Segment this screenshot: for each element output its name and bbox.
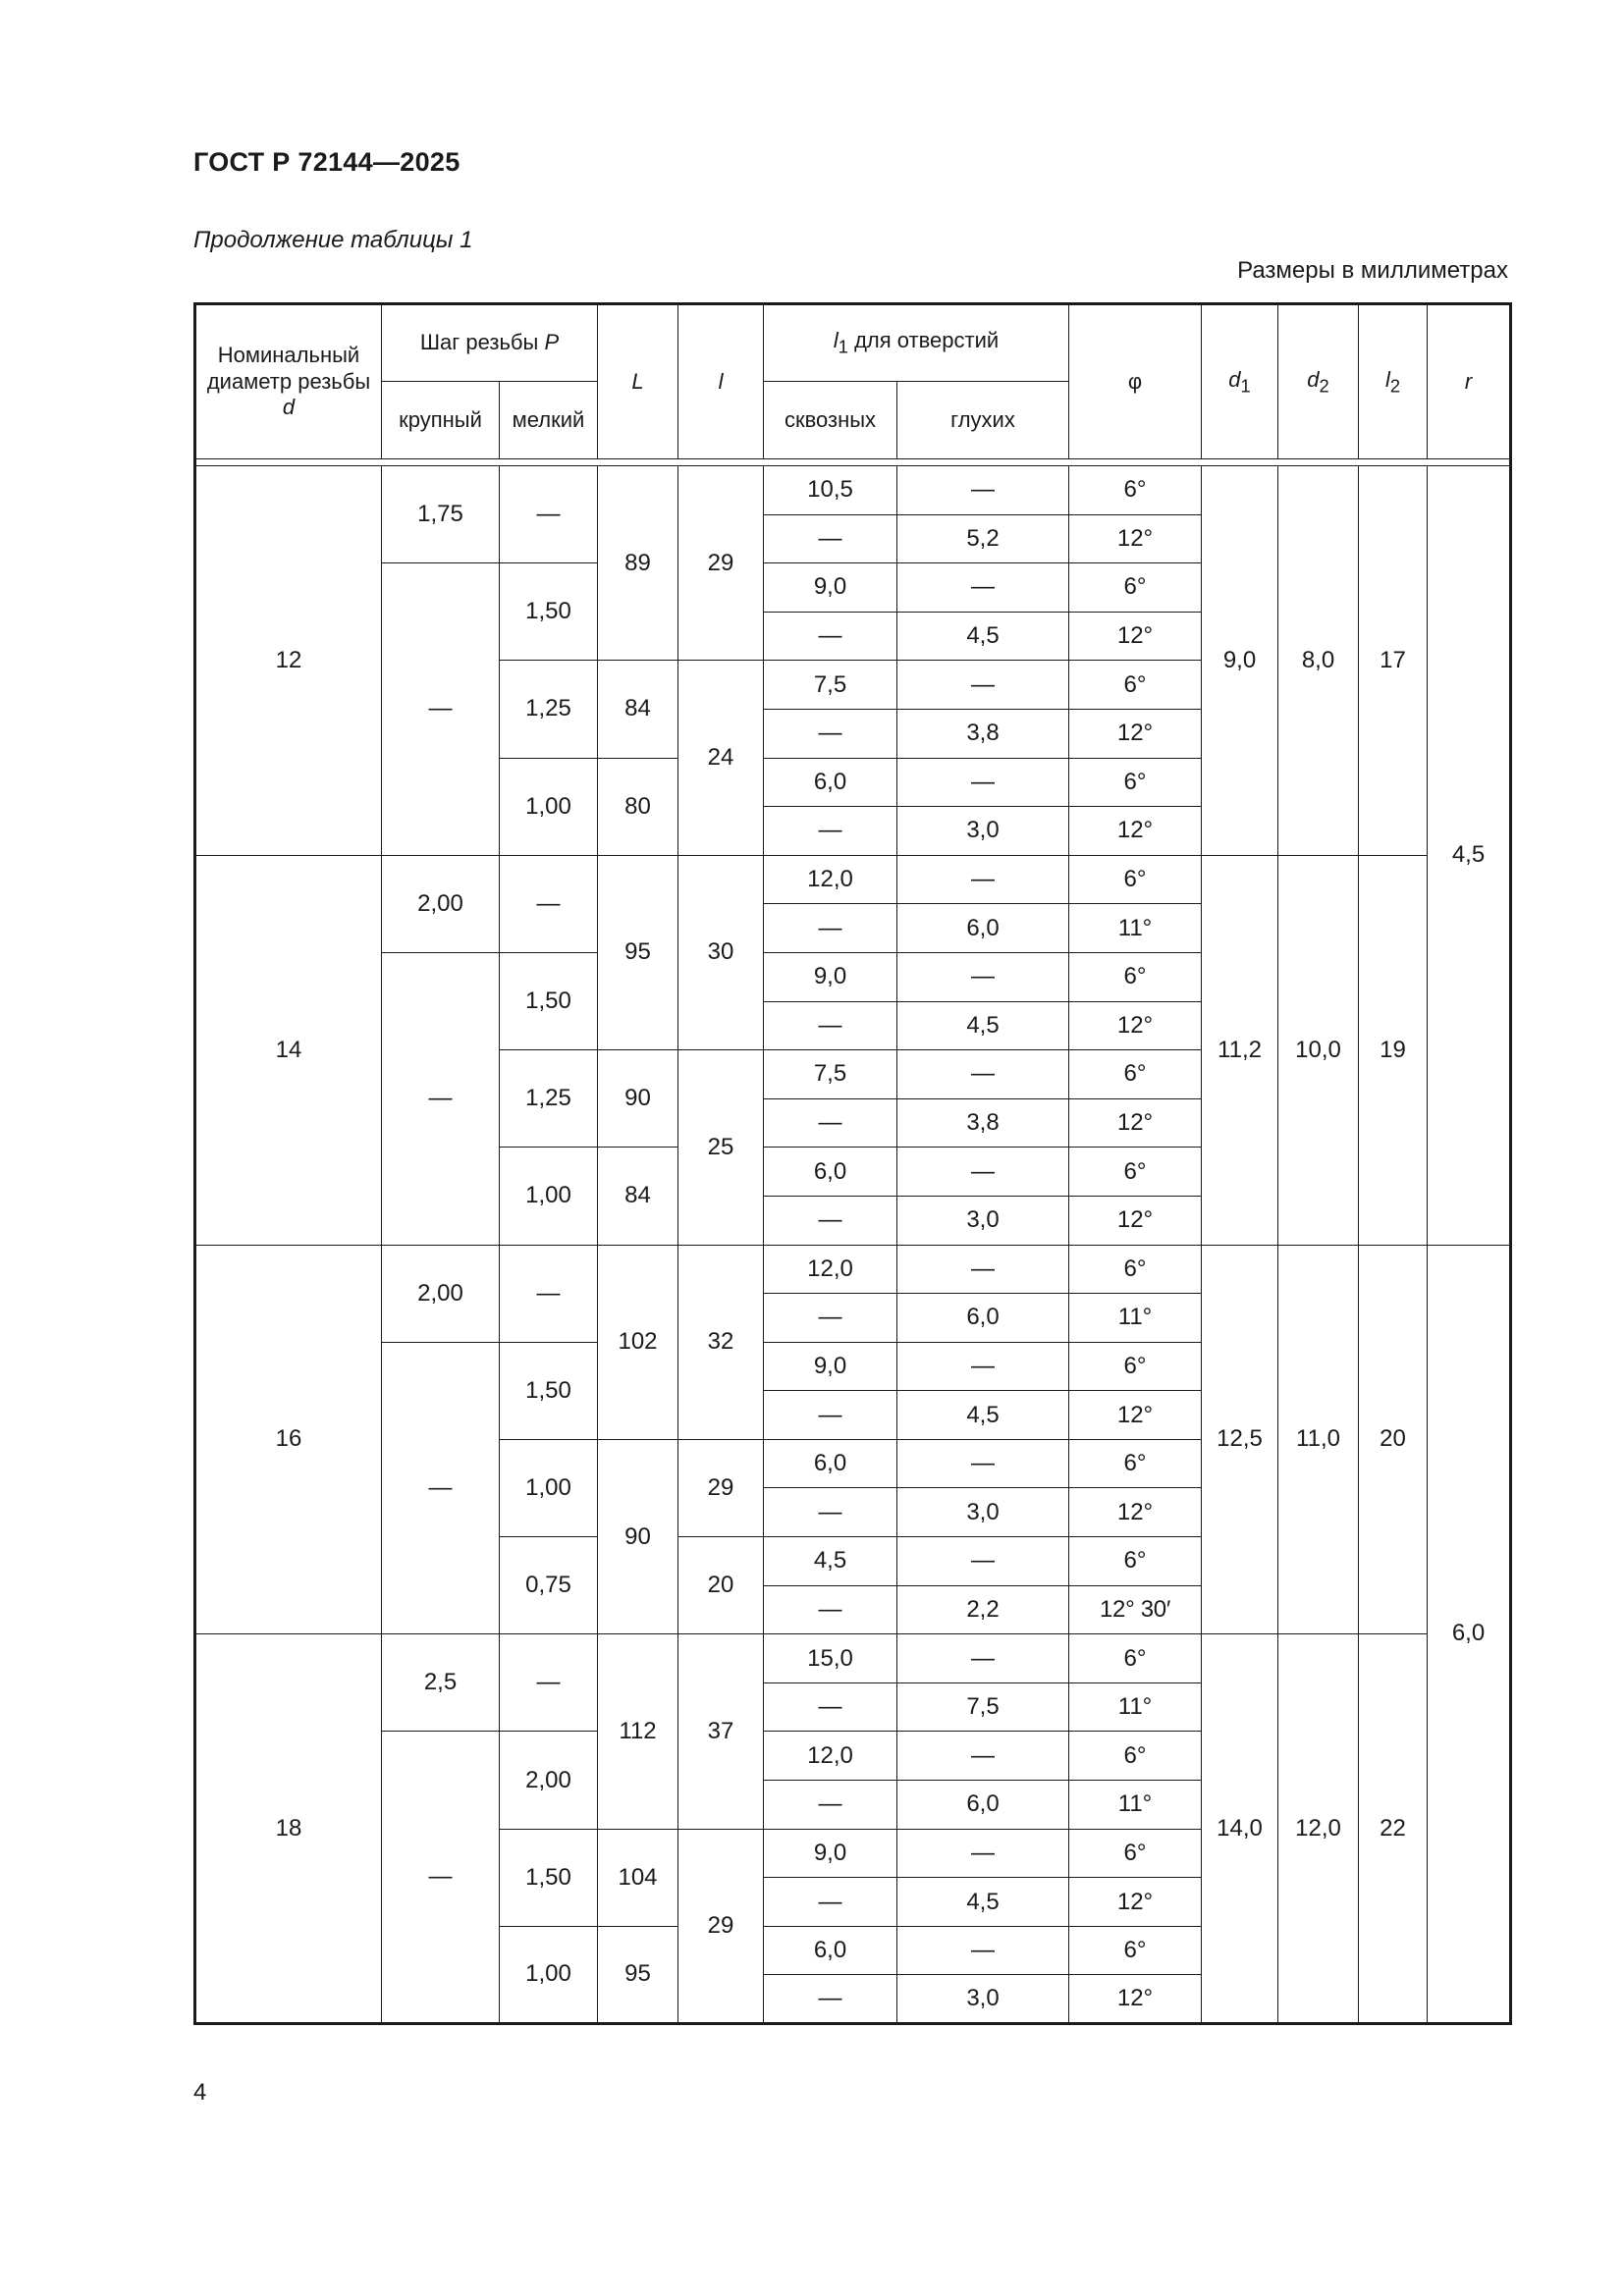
cell-coarse: 2,5: [382, 1634, 500, 1732]
cell-through: 15,0: [764, 1634, 897, 1683]
cell-fine: 1,25: [500, 1050, 598, 1148]
header-l2-symbol: l: [1384, 366, 1390, 392]
cell-through: —: [764, 807, 897, 856]
cell-phi: 6°: [1069, 1732, 1202, 1781]
cell-fine: —: [500, 466, 598, 563]
cell-d: 18: [195, 1634, 382, 2024]
cell-through: 10,5: [764, 466, 897, 515]
cell-fine: —: [500, 1245, 598, 1342]
header-separator: [195, 459, 1511, 466]
cell-through: —: [764, 1391, 897, 1440]
cell-d: 14: [195, 855, 382, 1245]
cell-l: 20: [678, 1537, 764, 1634]
cell-l: 29: [678, 466, 764, 661]
header-d2-subscript: 2: [1319, 375, 1329, 397]
cell-phi: 12°: [1069, 1975, 1202, 2024]
cell-phi: 6°: [1069, 1148, 1202, 1197]
cell-l2: 20: [1359, 1245, 1428, 1634]
cell-coarse: 2,00: [382, 1245, 500, 1342]
header-nominal-symbol: d: [282, 395, 296, 420]
cell-r: 6,0: [1428, 1245, 1511, 2024]
header-L-symbol: L: [631, 368, 644, 394]
cell-d1: 12,5: [1202, 1245, 1278, 1634]
cell-blind: —: [897, 1829, 1069, 1878]
cell-phi: 6°: [1069, 952, 1202, 1001]
cell-through: 7,5: [764, 661, 897, 710]
cell-phi: 6°: [1069, 1245, 1202, 1294]
header-l2: [1359, 304, 1428, 459]
header-nominal-text: Номинальный диаметр резьбы: [206, 343, 371, 394]
cell-blind: —: [897, 1148, 1069, 1197]
cell-through: —: [764, 1001, 897, 1050]
cell-phi: 6°: [1069, 1050, 1202, 1099]
cell-through: —: [764, 1488, 897, 1537]
cell-blind: 3,0: [897, 1488, 1069, 1537]
cell-blind: 5,2: [897, 514, 1069, 563]
cell-through: 12,0: [764, 1732, 897, 1781]
cell-L: 104: [598, 1829, 678, 1926]
cell-through: —: [764, 1585, 897, 1634]
cell-blind: 4,5: [897, 1878, 1069, 1927]
cell-l: 29: [678, 1829, 764, 2023]
cell-phi: 12°: [1069, 1196, 1202, 1245]
cell-blind: —: [897, 1050, 1069, 1099]
cell-coarse: —: [382, 563, 500, 856]
cell-through: 6,0: [764, 1439, 897, 1488]
cell-blind: —: [897, 1634, 1069, 1683]
header-l: [678, 304, 764, 459]
cell-fine: —: [500, 855, 598, 952]
cell-d1: 11,2: [1202, 855, 1278, 1245]
cell-d2: 12,0: [1278, 1634, 1359, 2024]
cell-through: 9,0: [764, 1829, 897, 1878]
cell-through: 9,0: [764, 1342, 897, 1391]
cell-through: —: [764, 904, 897, 953]
cell-d: 12: [195, 466, 382, 856]
cell-phi: 12°: [1069, 1098, 1202, 1148]
cell-through: 6,0: [764, 758, 897, 807]
table-row: [195, 1634, 1511, 1683]
cell-blind: 3,0: [897, 1196, 1069, 1245]
cell-blind: 3,0: [897, 1975, 1069, 2024]
table-row: [195, 1245, 1511, 1294]
cell-fine: —: [500, 1634, 598, 1732]
header-L: [598, 304, 678, 459]
cell-phi: 11°: [1069, 1781, 1202, 1830]
header-d1-symbol: d: [1228, 366, 1241, 392]
cell-phi: 6°: [1069, 855, 1202, 904]
cell-through: —: [764, 1781, 897, 1830]
cell-phi: 6°: [1069, 758, 1202, 807]
cell-through: —: [764, 1682, 897, 1732]
header-pitch-text: Шаг резьбы: [419, 330, 539, 355]
cell-d1: 9,0: [1202, 466, 1278, 856]
cell-d2: 8,0: [1278, 466, 1359, 856]
cell-blind: 6,0: [897, 1781, 1069, 1830]
cell-through: —: [764, 1196, 897, 1245]
cell-blind: 2,2: [897, 1585, 1069, 1634]
cell-blind: —: [897, 952, 1069, 1001]
cell-fine: 1,00: [500, 758, 598, 855]
table-continuation-caption: Продолжение таблицы 1: [193, 227, 473, 253]
units-note: Размеры в миллиметрах: [1237, 257, 1508, 284]
cell-blind: —: [897, 661, 1069, 710]
cell-r: 4,5: [1428, 466, 1511, 1246]
cell-phi: 6°: [1069, 466, 1202, 515]
table-row: [195, 855, 1511, 904]
cell-L: 90: [598, 1050, 678, 1148]
cell-blind: —: [897, 855, 1069, 904]
cell-L: 90: [598, 1439, 678, 1633]
document-code: ГОСТ Р 72144—2025: [193, 147, 460, 177]
cell-through: —: [764, 709, 897, 758]
header-nominal-diameter: [195, 304, 382, 459]
cell-fine: 2,00: [500, 1732, 598, 1829]
cell-blind: 6,0: [897, 904, 1069, 953]
cell-phi: 12°: [1069, 1391, 1202, 1440]
header-d2: [1278, 304, 1359, 459]
cell-phi: 6°: [1069, 1829, 1202, 1878]
cell-L: 112: [598, 1634, 678, 1829]
cell-L: 95: [598, 1926, 678, 2023]
cell-blind: —: [897, 758, 1069, 807]
cell-phi: 12°: [1069, 709, 1202, 758]
cell-fine: 1,00: [500, 1926, 598, 2023]
cell-l2: 19: [1359, 855, 1428, 1245]
cell-phi: 6°: [1069, 1926, 1202, 1975]
cell-blind: 3,0: [897, 807, 1069, 856]
cell-phi: 12°: [1069, 612, 1202, 661]
cell-phi: 6°: [1069, 1342, 1202, 1391]
cell-d2: 10,0: [1278, 855, 1359, 1245]
cell-fine: 1,00: [500, 1439, 598, 1536]
cell-phi: 6°: [1069, 1439, 1202, 1488]
cell-blind: —: [897, 563, 1069, 613]
cell-L: 84: [598, 661, 678, 758]
cell-fine: 1,50: [500, 952, 598, 1049]
cell-fine: 1,50: [500, 1829, 598, 1926]
header-through: сквозных: [764, 382, 897, 459]
cell-through: —: [764, 514, 897, 563]
cell-phi: 12° 30′: [1069, 1585, 1202, 1634]
cell-coarse: —: [382, 1732, 500, 2024]
cell-fine: 1,50: [500, 1342, 598, 1439]
cell-phi: 12°: [1069, 1878, 1202, 1927]
cell-phi: 6°: [1069, 1634, 1202, 1683]
cell-L: 80: [598, 758, 678, 855]
header-pitch-symbol: P: [544, 330, 560, 355]
header-phi-symbol: φ: [1127, 368, 1143, 394]
cell-L: 95: [598, 855, 678, 1049]
cell-phi: 12°: [1069, 514, 1202, 563]
cell-L: 84: [598, 1148, 678, 1245]
header-fine: мелкий: [500, 382, 598, 459]
cell-l: 25: [678, 1050, 764, 1245]
cell-blind: —: [897, 1245, 1069, 1294]
cell-through: —: [764, 1878, 897, 1927]
header-l1-text: для отверстий: [847, 328, 1000, 353]
cell-phi: 6°: [1069, 563, 1202, 613]
header-l1-subscript: 1: [838, 336, 848, 357]
page-number: 4: [193, 2079, 207, 2106]
cell-blind: 4,5: [897, 1391, 1069, 1440]
cell-phi: 11°: [1069, 1294, 1202, 1343]
cell-fine: 1,50: [500, 563, 598, 661]
cell-phi: 12°: [1069, 1001, 1202, 1050]
header-l1-holes: [764, 304, 1069, 382]
cell-coarse: 2,00: [382, 855, 500, 952]
cell-d: 16: [195, 1245, 382, 1634]
cell-l: 24: [678, 661, 764, 855]
header-d2-symbol: d: [1307, 366, 1320, 392]
cell-through: 9,0: [764, 952, 897, 1001]
cell-through: —: [764, 1975, 897, 2024]
cell-phi: 11°: [1069, 904, 1202, 953]
cell-through: —: [764, 1294, 897, 1343]
cell-fine: 0,75: [500, 1537, 598, 1634]
header-l1-symbol: l: [833, 328, 839, 353]
cell-phi: 6°: [1069, 661, 1202, 710]
cell-l: 29: [678, 1439, 764, 1536]
thread-dimensions-table: [193, 302, 1512, 2025]
cell-d1: 14,0: [1202, 1634, 1278, 2024]
cell-L: 102: [598, 1245, 678, 1439]
cell-l: 32: [678, 1245, 764, 1439]
cell-blind: 4,5: [897, 1001, 1069, 1050]
cell-coarse: 1,75: [382, 466, 500, 563]
cell-blind: 3,8: [897, 1098, 1069, 1148]
cell-coarse: —: [382, 952, 500, 1245]
cell-phi: 6°: [1069, 1537, 1202, 1586]
cell-through: 12,0: [764, 1245, 897, 1294]
header-d1-subscript: 1: [1240, 375, 1251, 397]
header-phi: [1069, 304, 1202, 459]
header-d1: [1202, 304, 1278, 459]
cell-L: 89: [598, 466, 678, 661]
cell-d2: 11,0: [1278, 1245, 1359, 1634]
cell-through: —: [764, 612, 897, 661]
cell-through: —: [764, 1098, 897, 1148]
cell-blind: —: [897, 1926, 1069, 1975]
cell-blind: 3,8: [897, 709, 1069, 758]
cell-coarse: —: [382, 1342, 500, 1634]
cell-blind: —: [897, 1342, 1069, 1391]
header-l2-subscript: 2: [1389, 375, 1401, 397]
header-r-symbol: r: [1464, 368, 1473, 394]
cell-blind: 4,5: [897, 612, 1069, 661]
cell-through: 6,0: [764, 1926, 897, 1975]
cell-blind: —: [897, 466, 1069, 515]
cell-through: 12,0: [764, 855, 897, 904]
cell-through: 4,5: [764, 1537, 897, 1586]
header-coarse: крупный: [382, 382, 500, 459]
cell-l2: 22: [1359, 1634, 1428, 2024]
thread-dimensions-table-wrapper: [193, 302, 1509, 2025]
cell-through: 7,5: [764, 1050, 897, 1099]
cell-through: 9,0: [764, 563, 897, 613]
cell-fine: 1,25: [500, 661, 598, 758]
header-r: [1428, 304, 1511, 459]
cell-phi: 12°: [1069, 1488, 1202, 1537]
cell-blind: —: [897, 1732, 1069, 1781]
header-l-symbol: l: [718, 368, 724, 394]
table-row: [195, 466, 1511, 515]
header-blind: глухих: [897, 382, 1069, 459]
cell-blind: —: [897, 1537, 1069, 1586]
cell-phi: 12°: [1069, 807, 1202, 856]
header-thread-pitch: [382, 304, 598, 382]
cell-l: 37: [678, 1634, 764, 1829]
cell-through: 6,0: [764, 1148, 897, 1197]
cell-blind: —: [897, 1439, 1069, 1488]
cell-l2: 17: [1359, 466, 1428, 856]
cell-l: 30: [678, 855, 764, 1049]
cell-blind: 6,0: [897, 1294, 1069, 1343]
cell-phi: 11°: [1069, 1682, 1202, 1732]
cell-blind: 7,5: [897, 1682, 1069, 1732]
cell-fine: 1,00: [500, 1148, 598, 1245]
